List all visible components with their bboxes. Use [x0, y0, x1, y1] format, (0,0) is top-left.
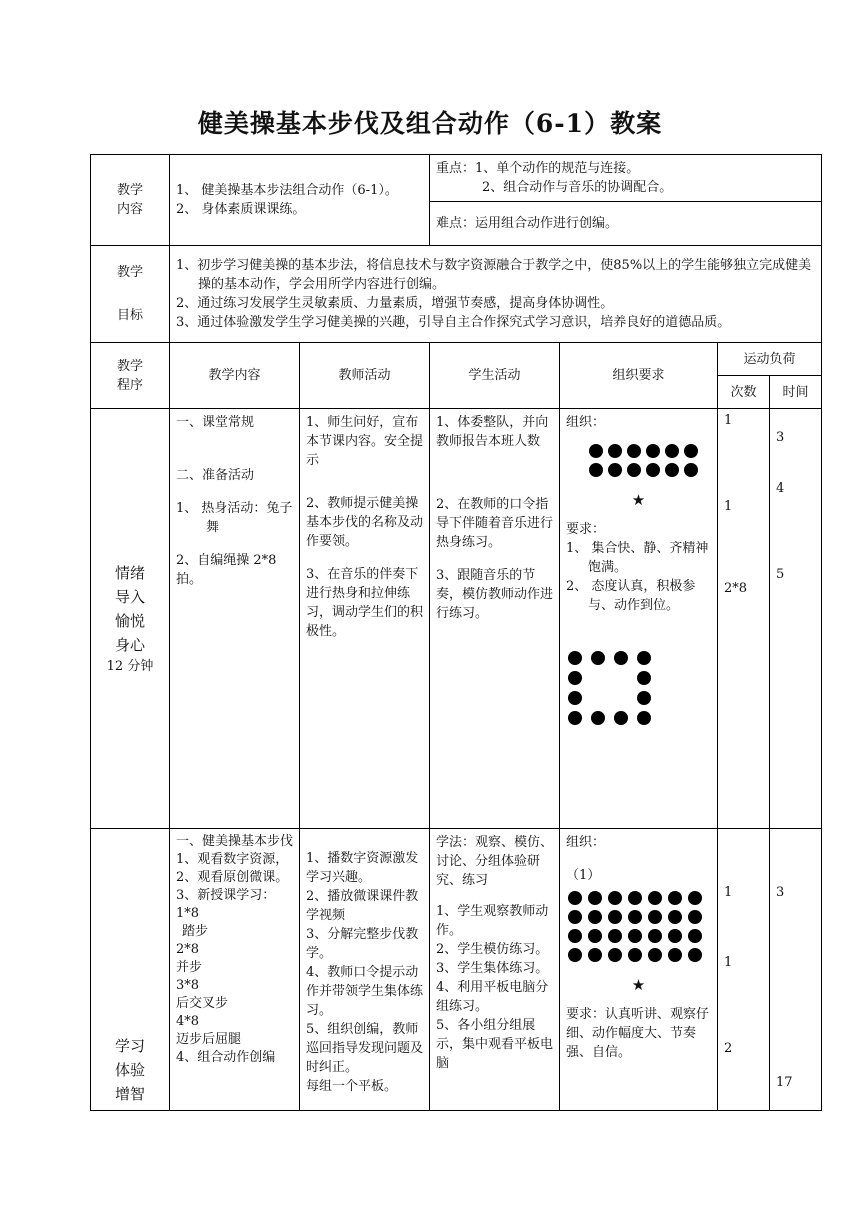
student-dot	[628, 891, 642, 905]
student-dot	[665, 463, 679, 477]
section2-student-6: 5、各小组分组展示，集中观看平板电脑	[436, 1018, 554, 1071]
content-items-cell	[170, 155, 430, 246]
section2-content-1: 一、健美操基本步伐	[176, 834, 294, 849]
section1-count-3: 2*8	[724, 581, 748, 596]
student-dot	[568, 711, 582, 725]
section2-student-2: 1、学生观察教师动作。	[436, 904, 549, 938]
section2-time-1: 3	[776, 885, 785, 900]
goals-label-1: 教学	[116, 265, 143, 280]
section2-requirement: 要求：认真听讲、观察仔细、动作幅度大、节奏强、自信。	[566, 1007, 710, 1060]
student-dot	[665, 444, 679, 458]
section2-teacher-4: 4、教师口令提示动作并带领学生集体练习。	[306, 965, 424, 1018]
header-teacher: 教师活动	[300, 343, 430, 409]
section1-count-1: 1	[724, 413, 733, 428]
header-procedure: 教学 程序	[91, 343, 170, 409]
section1-count-2: 1	[724, 499, 733, 514]
student-dot	[608, 948, 622, 962]
section2-content-2: 1、观看数字资源，	[176, 852, 289, 867]
student-dot	[589, 444, 603, 458]
header-load: 运动负荷	[718, 343, 822, 376]
section1-content	[170, 409, 300, 829]
student-dot	[589, 463, 603, 477]
section2-teacher-2: 2、播放微课课件教学视频	[306, 889, 419, 923]
student-dot	[608, 929, 622, 943]
goals-cell	[170, 246, 822, 343]
section2-counts	[718, 829, 770, 1111]
student-dot	[637, 711, 651, 725]
section2-label-2: 体验	[114, 1061, 145, 1079]
section1-req-1: 1、 集合快、静、齐精神饱满。	[566, 541, 709, 575]
section2-sub-label: （1）	[566, 868, 601, 883]
header-time: 时间	[770, 376, 822, 409]
section2-teacher-5: 5、组织创编，教师巡回指导发现问题及时纠正。	[306, 1022, 424, 1075]
section2-time-2: 17	[776, 1075, 793, 1090]
section1-teacher-2: 2、教师提示健美操基本步伐的名称及动作要领。	[306, 496, 424, 549]
section1-req-label: 要求：	[566, 522, 606, 537]
section1-student-2: 2、在教师的口令指导下伴随着音乐进行热身练习。	[436, 497, 554, 550]
header-student: 学生活动	[430, 343, 560, 409]
section2-content-8: 并步	[176, 960, 203, 975]
goals-label-cell	[91, 246, 170, 343]
section1-student-3: 3、跟随音乐的节奏，模仿教师动作进行练习。	[436, 568, 554, 621]
student-dot	[568, 651, 582, 665]
section2-content-11: 4*8	[176, 1014, 200, 1029]
content-label: 教学 内容	[116, 183, 143, 217]
student-dot	[568, 891, 582, 905]
student-dot	[668, 891, 682, 905]
goal-item-1: 1、初步学习健美操的基本步法，将信息技术与数字资源融合于教学之中，使85%以上的学生能够独立完成健美操的基本动作，学会用所学内容进行创编。	[176, 258, 812, 292]
section2-content-13: 4、组合动作创编	[176, 1050, 276, 1065]
section1-times	[770, 409, 822, 829]
student-dot	[648, 891, 662, 905]
section2-teacher-3: 3、分解完整步伐教学。	[306, 927, 419, 961]
section2-count-2: 1	[724, 955, 733, 970]
section2-content-7: 2*8	[176, 942, 200, 957]
section1-label-2: 导入	[114, 588, 145, 606]
section1-content-1: 一、课堂常规	[176, 415, 255, 430]
section2-student-3: 2、学生模仿练习。	[436, 942, 549, 957]
teacher-star-icon: ★	[631, 976, 646, 994]
section1-teacher-3: 3、在音乐的伴奏下进行热身和拉伸练习，调动学生们的积极性。	[306, 567, 424, 639]
student-dot	[637, 651, 651, 665]
student-dot	[648, 929, 662, 943]
section2-content-9: 3*8	[176, 978, 200, 993]
section2-content-6: 踏步	[182, 924, 209, 939]
section2-student	[430, 829, 560, 1111]
student-dot	[637, 691, 651, 705]
section2-teacher-1: 1、播数字资源激发学习兴趣。	[306, 851, 419, 885]
student-dot	[568, 948, 582, 962]
section1-counts	[718, 409, 770, 829]
section1-time-1: 3	[776, 430, 785, 445]
student-dot	[591, 651, 605, 665]
student-dot	[648, 910, 662, 924]
lesson-plan-table	[90, 154, 822, 1111]
page-title: 健美操基本步伐及组合动作（6-1）教案	[197, 109, 663, 138]
section1-req-2: 2、 态度认真，积极参与、动作到位。	[566, 579, 696, 613]
student-dot	[627, 444, 641, 458]
goal-item-3: 3、通过体验激发学生学习健美操的兴趣，引导自主合作探究式学习意识，培养良好的道德品质。	[176, 315, 731, 330]
content-item-1: 1、 健美操基本步法组合动作（6-1）。	[176, 183, 398, 198]
section2-student-4: 3、学生集体练习。	[436, 961, 549, 976]
student-dot	[688, 929, 702, 943]
goals-label-2: 目标	[116, 308, 143, 323]
header-org: 组织要求	[560, 343, 718, 409]
student-dot	[628, 948, 642, 962]
student-dot	[591, 711, 605, 725]
section2-count-1: 1	[724, 885, 733, 900]
student-dot	[646, 444, 660, 458]
section2-content-10: 后交叉步	[176, 996, 229, 1011]
formation-square	[568, 651, 711, 725]
student-dot	[588, 891, 602, 905]
key-point-2: 2、组合动作与音乐的协调配合。	[482, 180, 673, 195]
section2-content-4: 3、新授课学习：	[176, 888, 276, 903]
section1-org	[560, 409, 718, 829]
section1-label-1: 情绪	[114, 564, 145, 582]
student-dot	[646, 463, 660, 477]
difficulty-cell	[430, 202, 822, 246]
goal-item-2: 2、通过练习发展学生灵敏素质、力量素质，增强节奏感，提高身体协调性。	[176, 296, 614, 311]
student-dot	[668, 948, 682, 962]
section1-teacher-1: 1、师生问好，宣布本节课内容。安全提示	[306, 415, 424, 468]
student-dot	[628, 929, 642, 943]
student-dot	[608, 910, 622, 924]
student-dot	[688, 948, 702, 962]
section1-teacher	[300, 409, 430, 829]
section1-label-4: 身心	[114, 636, 145, 654]
student-dot	[588, 948, 602, 962]
section1-label-cell	[91, 409, 170, 829]
student-dot	[568, 929, 582, 943]
section2-org-label: 组织：	[566, 835, 606, 850]
section2-label-cell	[91, 829, 170, 1111]
student-dot	[627, 463, 641, 477]
difficulty-text: 难点：运用组合动作进行创编。	[436, 216, 619, 231]
section2-times	[770, 829, 822, 1111]
section2-teacher-6: 每组一个平板。	[306, 1079, 398, 1094]
section1-content-2: 二、准备活动	[176, 468, 255, 483]
content-label-cell	[91, 155, 170, 246]
formation-four-rows	[568, 891, 711, 962]
section2-teacher	[300, 829, 430, 1111]
student-dot	[608, 463, 622, 477]
student-dot	[668, 929, 682, 943]
section2-content-5: 1*8	[176, 906, 200, 921]
section1-time-3: 5	[776, 567, 785, 582]
student-dot	[688, 891, 702, 905]
student-dot	[684, 463, 698, 477]
student-dot	[568, 671, 582, 685]
student-dot	[614, 711, 628, 725]
student-dot	[648, 948, 662, 962]
section2-content	[170, 829, 300, 1111]
student-dot	[568, 691, 582, 705]
student-dot	[637, 671, 651, 685]
section2-student-5: 4、利用平板电脑分组练习。	[436, 980, 549, 1014]
section2-content-12: 迈步后屈腿	[176, 1032, 242, 1047]
student-dot	[614, 651, 628, 665]
section1-content-4: 2、自编绳操 2*8拍。	[176, 553, 277, 587]
teacher-star-icon: ★	[631, 491, 646, 509]
student-dot	[684, 444, 698, 458]
student-dot	[588, 910, 602, 924]
student-dot	[568, 910, 582, 924]
section2-content-3: 2、观看原创微课。	[176, 870, 289, 885]
section1-time-2: 4	[776, 481, 785, 496]
section1-org-label: 组织：	[566, 415, 606, 430]
header-content: 教学内容	[170, 343, 300, 409]
student-dot	[668, 910, 682, 924]
section2-student-1: 学法：观察、模仿、讨论、分组体验研究、练习	[436, 835, 554, 888]
section2-org	[560, 829, 718, 1111]
key-point-1: 重点：1、单个动作的规范与连接。	[436, 161, 640, 176]
section1-content-3: 1、 热身活动：兔子舞	[176, 501, 293, 535]
student-dot	[628, 910, 642, 924]
section2-label-3: 增智	[114, 1085, 145, 1103]
student-dot	[588, 929, 602, 943]
section1-student-1: 1、体委整队，并向教师报告本班人数	[436, 415, 549, 449]
section1-student	[430, 409, 560, 829]
section2-label-1: 学习	[114, 1037, 145, 1055]
section1-duration: 12 分钟	[106, 659, 154, 674]
section1-label-3: 愉悦	[114, 612, 145, 630]
student-dot	[608, 891, 622, 905]
student-dot	[688, 910, 702, 924]
section2-count-3: 2	[724, 1041, 733, 1056]
content-item-2: 2、 身体素质课课练。	[176, 202, 306, 217]
formation-two-rows	[589, 444, 711, 477]
header-count: 次数	[718, 376, 770, 409]
key-points-cell	[430, 155, 822, 202]
student-dot	[608, 444, 622, 458]
